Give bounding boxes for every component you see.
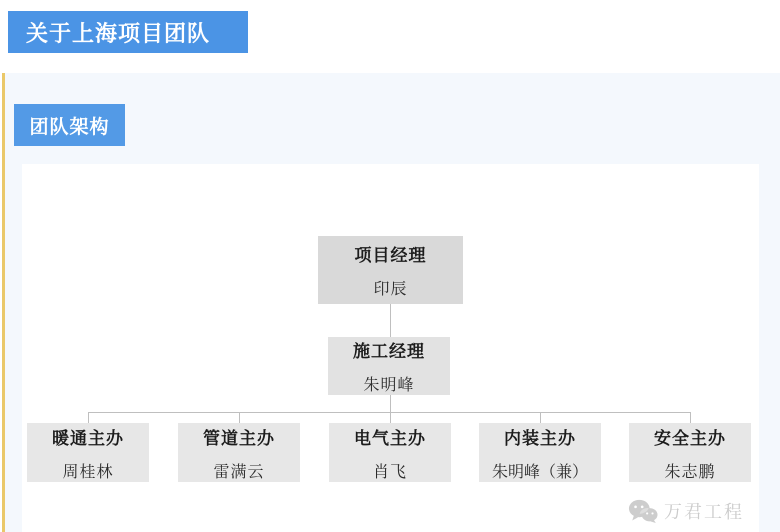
accent-bar bbox=[2, 73, 5, 532]
wechat-icon bbox=[628, 499, 658, 523]
connector-root-manager bbox=[390, 304, 391, 337]
connector-manager-bus bbox=[390, 395, 391, 412]
org-box-construction-manager bbox=[328, 337, 450, 395]
role-title: 施工经理 bbox=[353, 342, 425, 362]
org-chart-card bbox=[22, 164, 759, 532]
connector-drop bbox=[540, 412, 541, 423]
org-box-piping-lead bbox=[178, 423, 300, 482]
connector-drop bbox=[239, 412, 240, 423]
person-name: 周桂林 bbox=[62, 461, 114, 481]
connector-drop bbox=[88, 412, 89, 423]
section-badge: 团队架构 bbox=[14, 104, 125, 146]
org-box-interior-lead bbox=[479, 423, 601, 482]
role-title: 项目经理 bbox=[354, 246, 427, 266]
role-title: 内装主办 bbox=[504, 428, 576, 449]
role-title: 安全主办 bbox=[654, 428, 726, 449]
page-title: 关于上海项目团队 bbox=[8, 11, 248, 53]
watermark-label: 万君工程 bbox=[664, 502, 744, 523]
person-name: 朱明峰 bbox=[363, 375, 415, 394]
org-box-safety-lead bbox=[629, 423, 751, 482]
watermark bbox=[628, 498, 744, 524]
person-name: 朱志鹏 bbox=[664, 461, 716, 481]
role-title: 管道主办 bbox=[203, 428, 275, 449]
person-name: 雷满云 bbox=[213, 461, 265, 481]
org-box-electrical-lead bbox=[329, 423, 451, 482]
role-title: 暖通主办 bbox=[52, 428, 124, 449]
person-name: 肖飞 bbox=[372, 461, 407, 481]
person-name: 印辰 bbox=[373, 279, 408, 298]
connector-drop bbox=[690, 412, 691, 423]
connector-bus bbox=[88, 412, 690, 413]
person-name: 朱明峰（兼） bbox=[491, 461, 588, 481]
org-box-project-manager bbox=[318, 236, 463, 304]
role-title: 电气主办 bbox=[354, 428, 426, 449]
org-box-hvac-lead bbox=[27, 423, 149, 482]
connector-drop bbox=[390, 412, 391, 423]
